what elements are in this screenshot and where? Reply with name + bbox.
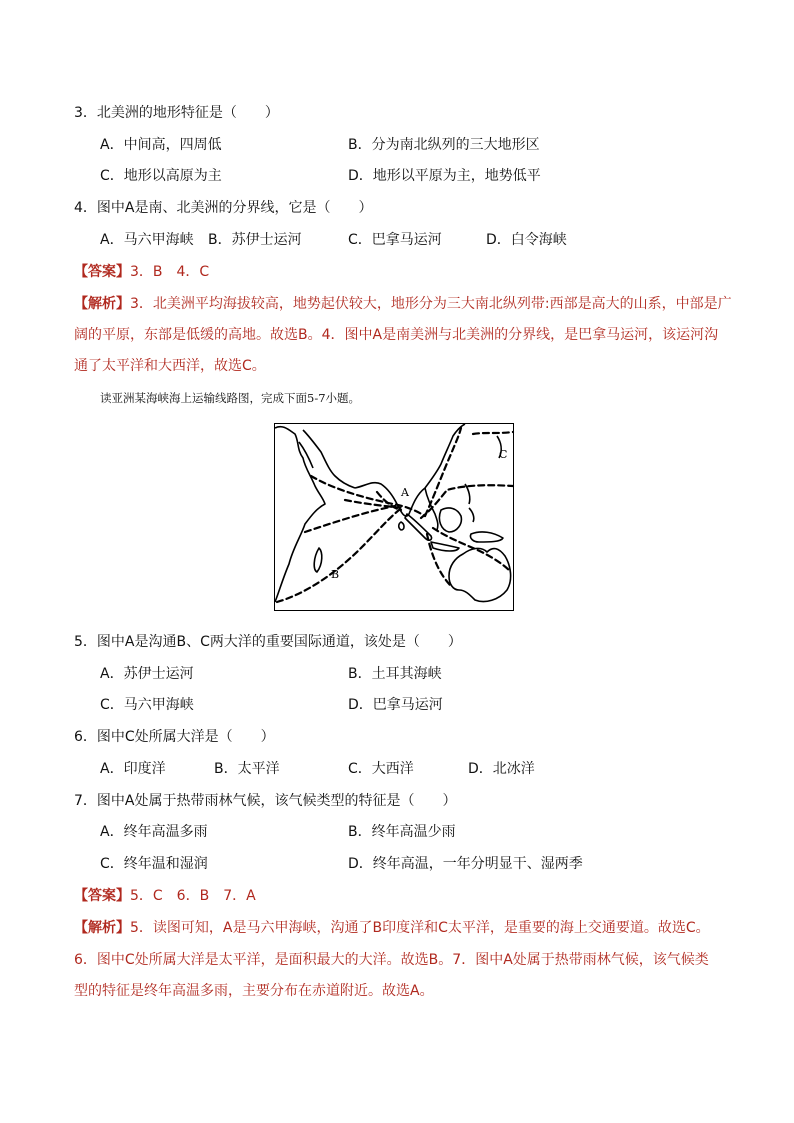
q5-option-b: B．土耳其海峡: [348, 666, 442, 682]
analysis-2-line-2: 6．图中C处所属大洋是太平洋，是面积最大的大洋。故选B。7．图中A处属于热带雨林气候，该气候类: [74, 952, 709, 968]
shipping-route-map: [274, 423, 514, 611]
q3-option-b: B．分为南北纵列的三大地形区: [348, 137, 540, 153]
q6-stem: 6．图中C处所属大洋是（ ）: [74, 729, 275, 745]
route-north-pacific: [473, 432, 513, 434]
route-cape: [277, 510, 399, 602]
q7-option-b: B．终年高温少雨: [348, 824, 456, 840]
arabia-coast: [303, 430, 355, 488]
route-east-africa: [305, 506, 395, 532]
analysis-text: 5．读图可知，A是马六甲海峡，沟通了B印度洋和C太平洋，是重要的海上交通要道。故选C。: [130, 920, 710, 936]
q4-option-b: B．苏伊士运河: [208, 232, 302, 248]
map-label-c: C: [499, 448, 508, 461]
philippines-islands-south: [469, 508, 474, 522]
answer-block-1: [74, 262, 209, 282]
analysis-2-line-3: 型的特征是终年高温多雨，主要分布在赤道附近。故选A。: [74, 983, 434, 999]
q4-stem: 4．图中A是南、北美洲的分界线，它是（ ）: [74, 200, 373, 216]
africa-coast: [275, 427, 325, 602]
sri-lanka-island: [399, 522, 404, 530]
analysis-1-line-3: 通了太平洋和大西洋，故选C。: [74, 358, 266, 374]
analysis-tag: 【解析】: [74, 296, 130, 312]
q3-option-a: A．中间高，四周低: [100, 137, 222, 153]
q3-option-c: C．地形以高原为主: [100, 168, 222, 184]
map-intro: 读亚洲某海峡海上运输线路图，完成下面5-7小题。: [100, 391, 361, 405]
madagascar-island: [314, 548, 322, 572]
q7-option-c: C．终年温和湿润: [100, 856, 208, 872]
map-drawing: [275, 424, 515, 612]
map-label-b: B: [331, 568, 340, 581]
java-island: [431, 542, 459, 551]
route-east-asia: [425, 428, 461, 516]
answer-text: 3．B 4．C: [130, 264, 210, 280]
borneo-island: [439, 508, 461, 532]
analysis-1-line-2: 阔的平原，东部是低缓的高地。故选B。4．图中A是南美洲与北美洲的分界线，是巴拿马运河，该运河沟: [74, 327, 719, 343]
q7-option-a: A．终年高温多雨: [100, 824, 208, 840]
answer-tag: 【答案】: [74, 264, 130, 280]
answer-block-2: [74, 886, 256, 906]
new-guinea-island: [470, 532, 503, 542]
q7-option-d: D．终年高温，一年分明显干、湿两季: [348, 856, 583, 872]
q5-stem: 5．图中A是沟通B、C两大洋的重要国际通道，该处是（ ）: [74, 634, 462, 650]
analysis-2-line-1: [74, 918, 710, 938]
analysis-tag: 【解析】: [74, 920, 130, 936]
q4-option-c: C．巴拿马运河: [348, 232, 442, 248]
answer-text: 5．C 6．B 7．A: [130, 888, 256, 904]
q6-option-b: B．太平洋: [214, 761, 280, 777]
q3-option-d: D．地形以平原为主，地势低平: [348, 168, 541, 184]
map-label-a: A: [401, 486, 409, 499]
q5-option-c: C．马六甲海峡: [100, 697, 194, 713]
q6-option-a: A．印度洋: [100, 761, 166, 777]
q5-option-d: D．巴拿马运河: [348, 697, 443, 713]
analysis-text: 3．北美洲平均海拔较高，地势起伏较大，地形分为三大南北纵列带:西部是高大的山系，中部是广: [130, 296, 732, 312]
q4-option-d: D．白令海峡: [486, 232, 567, 248]
q6-option-d: D．北冰洋: [468, 761, 535, 777]
q7-stem: 7．图中A处属于热带雨林气候，该气候类型的特征是（ ）: [74, 793, 457, 809]
australia-coast: [449, 548, 511, 601]
q6-option-c: C．大西洋: [348, 761, 414, 777]
q5-option-a: A．苏伊士运河: [100, 666, 194, 682]
q3-stem: 3．北美洲的地形特征是（ ）: [74, 105, 279, 121]
answer-tag: 【答案】: [74, 888, 130, 904]
q4-option-a: A．马六甲海峡: [100, 232, 194, 248]
analysis-1-line-1: [74, 294, 732, 314]
